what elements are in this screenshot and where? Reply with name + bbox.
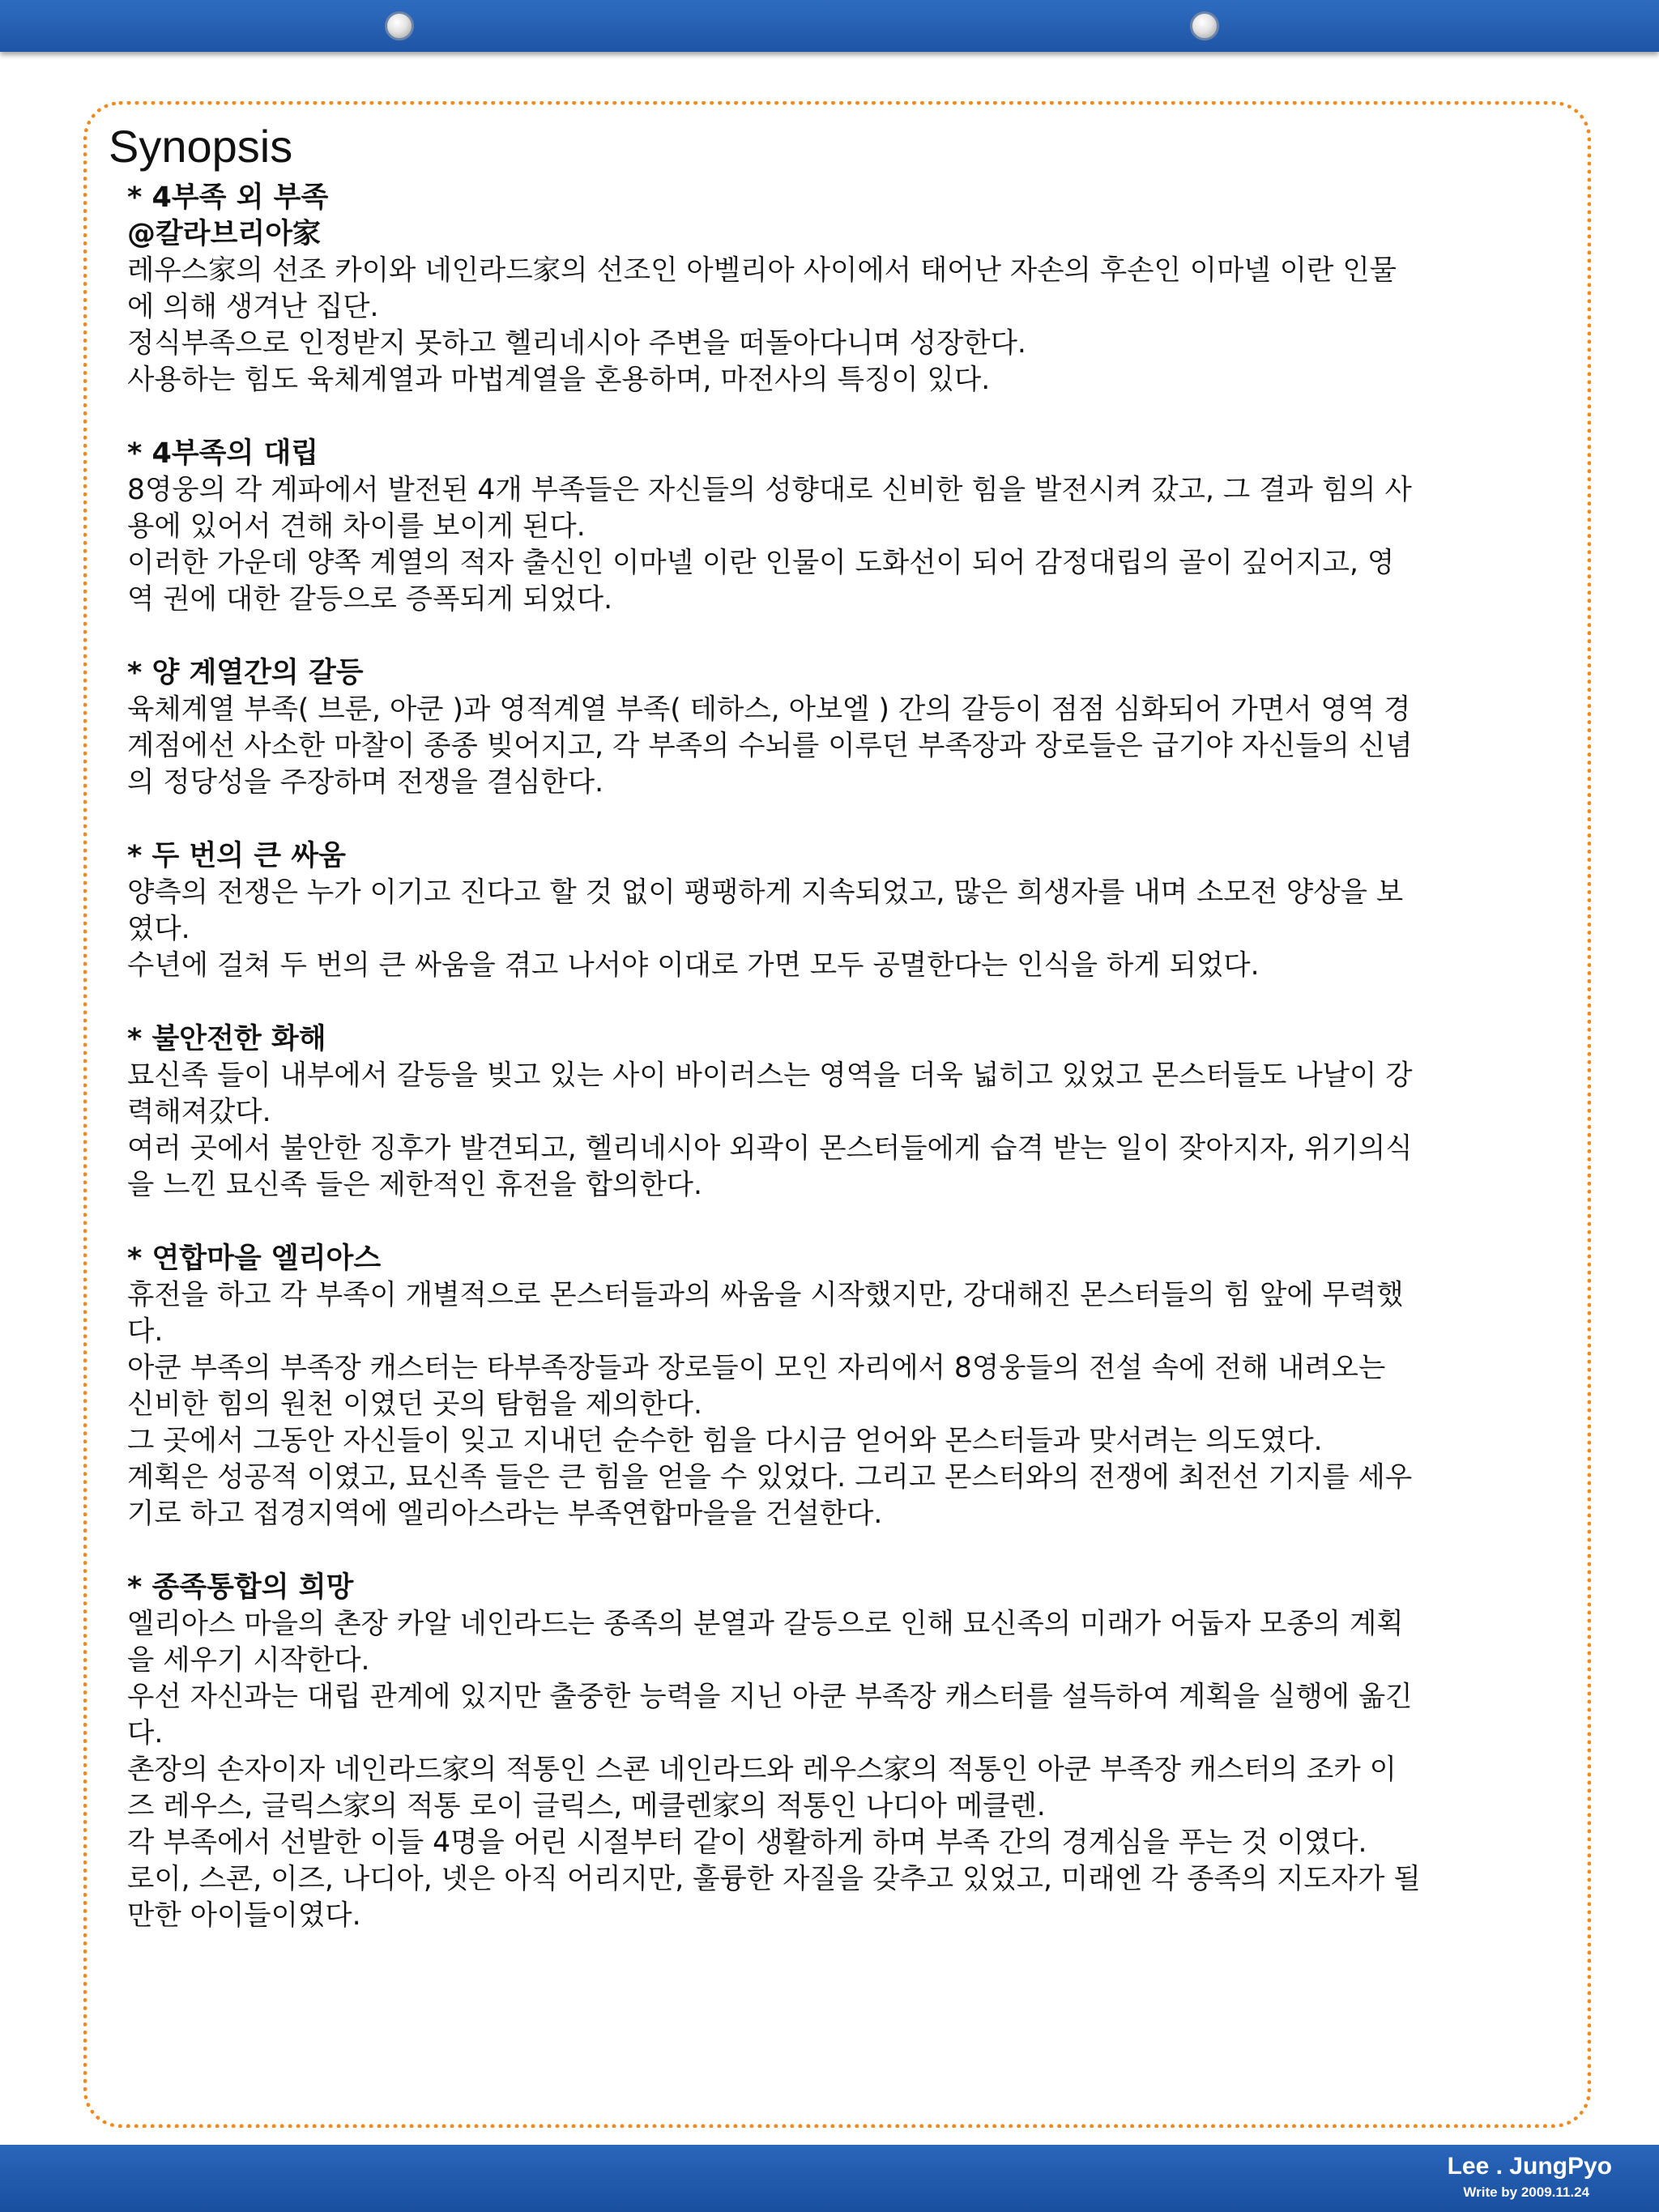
- sub-heading: @칼라브리아家: [127, 218, 322, 250]
- binder-ring-icon: [1190, 11, 1219, 40]
- body-line: 레우스家의 선조 카이와 네인라드家의 선조인 아벨리아 사이에서 태어난 자손의 후손인 이마넬 이란 인물: [127, 254, 1397, 287]
- body-line: 계점에선 사소한 마찰이 종종 빚어지고, 각 부족의 수뇌를 이루던 부족장과 장로들은 급기야 자신들의 신념: [127, 730, 1413, 762]
- body-line: 우선 자신과는 대립 관계에 있지만 출중한 능력을 지닌 아쿤 부족장 캐스터를 설득하여 계획을 실행에 옮긴: [127, 1681, 1413, 1713]
- body-line: 력해져갔다.: [127, 1096, 271, 1128]
- body-line: 촌장의 손자이자 네인라드家의 적통인 스쿈 네인라드와 레우스家의 적통인 아쿤 부족장 캐스터의 조카 이: [127, 1754, 1397, 1786]
- body-line: 을 느낀 묘신족 들은 제한적인 휴전을 합의한다.: [127, 1169, 702, 1201]
- synopsis-section: [127, 1021, 1569, 1204]
- body-line: 각 부족에서 선발한 이들 4명을 어린 시절부터 같이 생활하게 하며 부족 간의 경계심을 푸는 것 이였다.: [127, 1826, 1367, 1859]
- synopsis-section: [127, 180, 1569, 399]
- synopsis-section: [127, 1241, 1569, 1532]
- body-line: 여러 곳에서 불안한 징후가 발견되고, 헬리네시아 외곽이 몬스터들에게 습격 받는 일이 잦아지자, 위기의식: [127, 1132, 1413, 1165]
- synopsis-section: [127, 436, 1569, 618]
- body-line: 8영웅의 각 계파에서 발전된 4개 부족들은 자신들의 성향대로 신비한 힘을 발전시켜 갔고, 그 결과 힘의 사: [127, 474, 1412, 506]
- body-line: 묘신족 들이 내부에서 갈등을 빚고 있는 사이 바이러스는 영역을 더욱 넓히고 있었고 몬스터들도 나날이 강: [127, 1059, 1413, 1092]
- write-date: Write by 2009.11.24: [1463, 2184, 1589, 2200]
- body-line: 신비한 힘의 원천 이였던 곳의 탐험을 제의한다.: [127, 1388, 702, 1421]
- synopsis-section: [127, 1570, 1569, 1934]
- body-line: 사용하는 힘도 육체계열과 마법계열을 혼용하며, 마전사의 특징이 있다.: [127, 364, 991, 396]
- section-heading: * 4부족의 대립: [127, 437, 319, 470]
- body-line: 에 의해 생겨난 집단.: [127, 291, 379, 323]
- body-line: 정식부족으로 인정받지 못하고 헬리네시아 주변을 떠돌아다니며 성장한다.: [127, 327, 1026, 360]
- body-line: 휴전을 하고 각 부족이 개별적으로 몬스터들과의 싸움을 시작했지만, 강대해진 몬스터들의 힘 앞에 무력했: [127, 1279, 1404, 1311]
- body-line: 계획은 성공적 이였고, 묘신족 들은 큰 힘을 얻을 수 있었다. 그리고 몬스터와의 전쟁에 최전선 기지를 세우: [127, 1461, 1413, 1494]
- body-line: 기로 하고 접경지역에 엘리아스라는 부족연합마을을 건설한다.: [127, 1498, 883, 1530]
- section-heading: * 두 번의 큰 싸움: [127, 840, 346, 872]
- synopsis-section: [127, 655, 1569, 801]
- body-line: 을 세우기 시작한다.: [127, 1644, 370, 1677]
- body-line: 였다.: [127, 913, 190, 945]
- body-line: 용에 있어서 견해 차이를 보이게 된다.: [127, 510, 586, 543]
- body-line: 다.: [127, 1717, 164, 1750]
- top-binder-bar: [0, 0, 1659, 52]
- body-line: 로이, 스쿈, 이즈, 나디아, 넷은 아직 어리지만, 훌륭한 자질을 갖추고 있었고, 미래엔 각 종족의 지도자가 될: [127, 1863, 1421, 1895]
- section-heading: * 종족통합의 희망: [127, 1571, 354, 1604]
- body-line: 이러한 가운데 양쪽 계열의 적자 출신인 이마넬 이란 인물이 도화선이 되어 감정대립의 골이 깊어지고, 영: [127, 547, 1395, 579]
- section-heading: * 양 계열간의 갈등: [127, 657, 364, 689]
- body-line: 수년에 걸쳐 두 번의 큰 싸움을 겪고 나서야 이대로 가면 모두 공멸한다는 인식을 하게 되었다.: [127, 949, 1260, 982]
- author-name: Lee . JungPyo: [1447, 2153, 1612, 2180]
- body-line: 의 정당성을 주장하며 전쟁을 결심한다.: [127, 766, 604, 799]
- body-line: 양측의 전쟁은 누가 이기고 진다고 할 것 없이 팽팽하게 지속되었고, 많은 희생자를 내며 소모전 양상을 보: [127, 876, 1404, 909]
- body-line: 다.: [127, 1315, 164, 1348]
- body-line: 육체계열 부족( 브룬, 아쿤 )과 영적계열 부족( 테하스, 아보엘 ) 간의 갈등이 점점 심화되어 가면서 영역 경: [127, 693, 1411, 726]
- body-line: 그 곳에서 그동안 자신들이 잊고 지내던 순수한 힘을 다시금 얻어와 몬스터들과 맞서려는 의도였다.: [127, 1425, 1323, 1457]
- body-line: 아쿤 부족의 부족장 캐스터는 타부족장들과 장로들이 모인 자리에서 8영웅들의 전설 속에 전해 내려오는: [127, 1352, 1386, 1384]
- body-line: 역 권에 대한 갈등으로 증폭되게 되었다.: [127, 583, 613, 616]
- body-line: 즈 레우스, 글릭스家의 적통 로이 글릭스, 메클렌家의 적통인 나디아 메클렌.: [127, 1790, 1046, 1822]
- binder-ring-icon: [385, 11, 414, 40]
- synopsis-body: [127, 180, 1569, 1971]
- page-title: Synopsis: [109, 121, 293, 172]
- synopsis-section: [127, 838, 1569, 984]
- section-heading: * 연합마을 엘리아스: [127, 1242, 382, 1275]
- bottom-footer-bar: [0, 2145, 1659, 2212]
- body-line: 만한 아이들이였다.: [127, 1899, 361, 1932]
- body-line: 엘리아스 마을의 촌장 카알 네인라드는 종족의 분열과 갈등으로 인해 묘신족의 미래가 어둡자 모종의 계획: [127, 1608, 1404, 1640]
- section-heading: * 불안전한 화해: [127, 1023, 326, 1055]
- section-heading: * 4부족 외 부족: [127, 181, 329, 214]
